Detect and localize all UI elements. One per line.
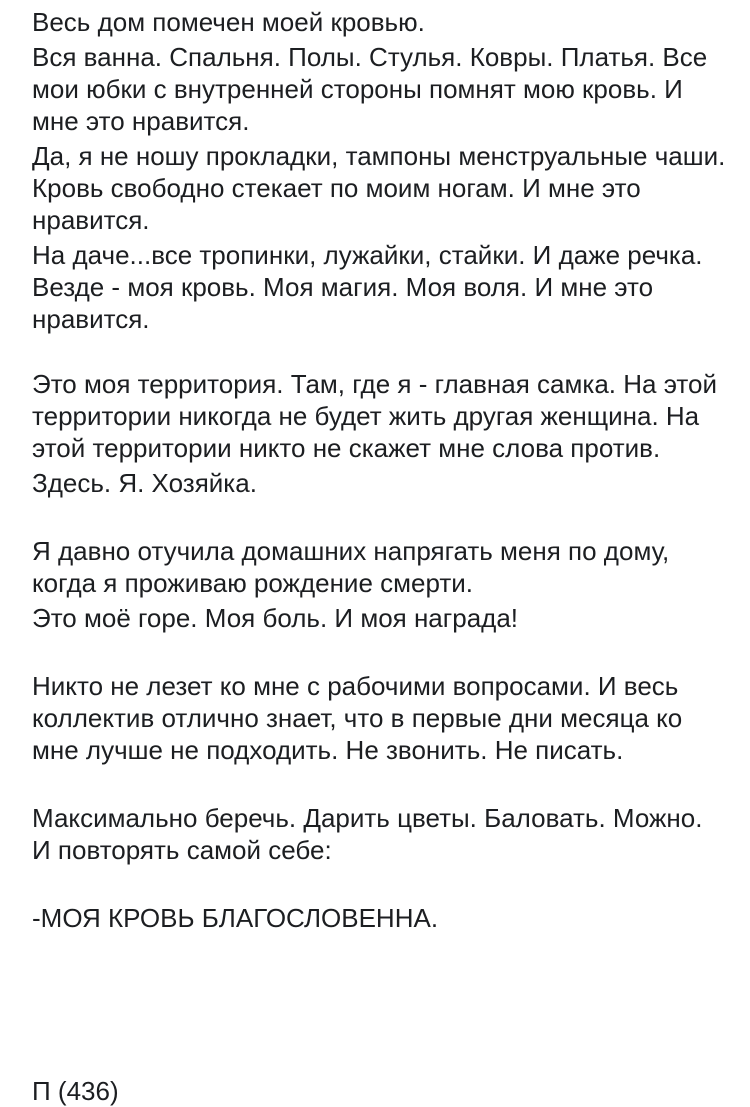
post-paragraph: Это моё горе. Моя боль. И моя награда! — [32, 603, 519, 633]
post-paragraph: Да, я не ношу прокладки, тампоны менструальные чаши. Кровь свободно стекает по моим ногам. И мне это нравится. — [32, 141, 726, 235]
post-paragraph: -МОЯ КРОВЬ БЛАГОСЛОВЕННА. — [32, 903, 439, 933]
post-paragraph: Максимально беречь. Дарить цветы. Баловать. Можно. — [32, 803, 703, 833]
post-paragraph: Это моя территория. Там, где я - главная самка. На этой территории никогда не будет жить другая женщина. На этой территории никто не скажет мне слова против. — [32, 369, 718, 463]
post-paragraph: Весь дом помечен моей кровью. — [32, 7, 425, 37]
post-paragraph: И повторять самой себе: — [32, 835, 332, 865]
post-body — [32, 6, 732, 934]
post-paragraph: Вся ванна. Спальня. Полы. Стулья. Ковры. Платья. Все мои юбки с внутренней стороны помнят мою кровь. И мне это нравится. — [32, 42, 708, 136]
post-paragraph: Я давно отучила домашних напрягать меня по дому, когда я проживаю рождение смерти. — [32, 536, 670, 598]
post-paragraph: На даче...все тропинки, лужайки, стайки. И даже речка. Везде - моя кровь. Моя магия. Моя воля. И мне это нравится. — [32, 240, 703, 334]
post-paragraph: Никто не лезет ко мне с рабочими вопросами. И весь коллектив отлично знает, что в первые дни месяца ко мне лучше не подходить. Не звонить. Не писать. — [32, 671, 683, 765]
truncated-footer-text: П (436) — [32, 1076, 119, 1106]
post-paragraph: Здесь. Я. Хозяйка. — [32, 468, 257, 498]
